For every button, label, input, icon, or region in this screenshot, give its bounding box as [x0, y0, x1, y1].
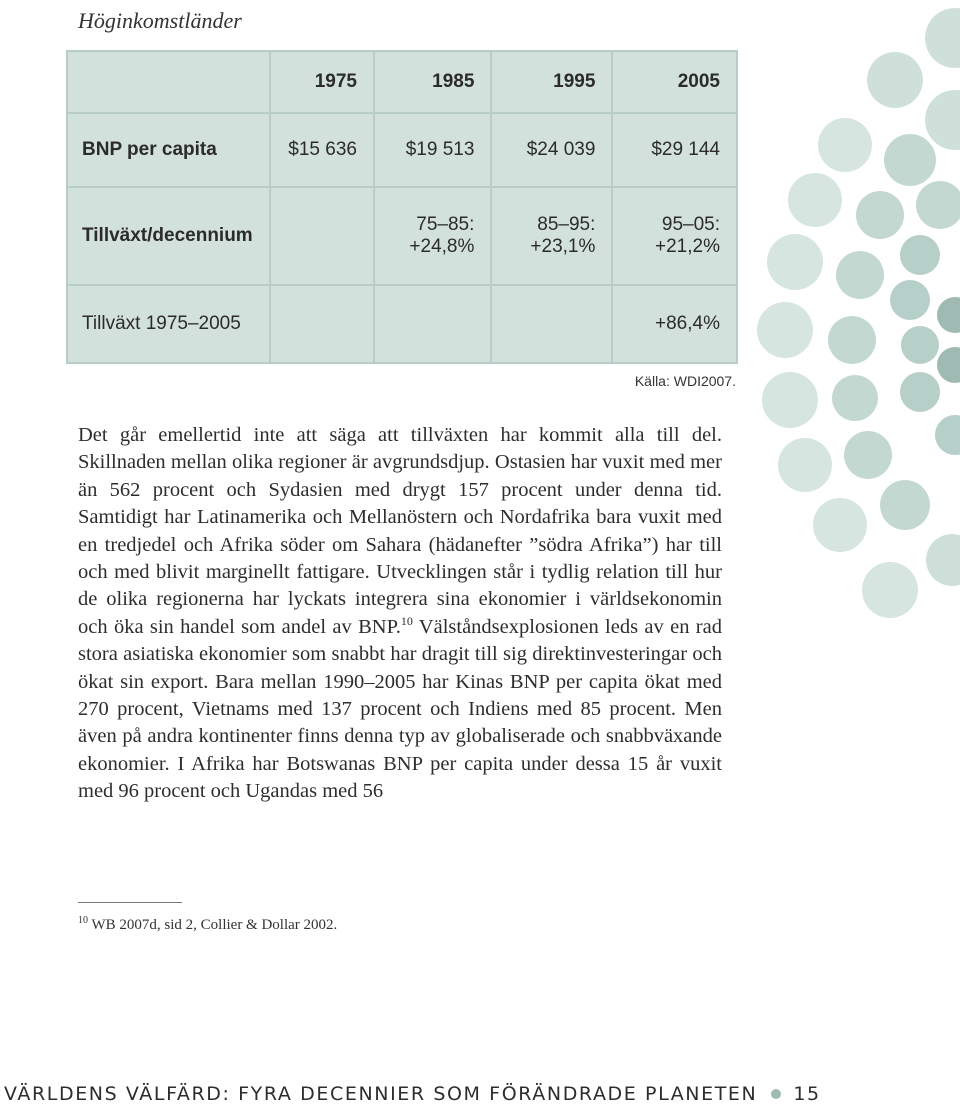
table-row — [67, 285, 737, 363]
table-cell — [491, 285, 612, 363]
table-header-cell: 1995 — [491, 51, 612, 113]
source-note: Källa: WDI2007. — [634, 373, 736, 389]
footer-dot-icon — [771, 1089, 781, 1099]
book-title: VÄRLDENS VÄLFÄRD: FYRA DECENNIER SOM FÖRÄNDRADE PLANETEN — [4, 1083, 758, 1105]
table-cell — [374, 187, 491, 285]
table-row-label: Tillväxt 1975–2005 — [67, 285, 270, 363]
table-cell: $24 039 — [491, 113, 612, 187]
table-cell — [374, 285, 491, 363]
table-cell: $19 513 — [374, 113, 491, 187]
table-cell — [491, 187, 612, 285]
table-header-cell: 2005 — [612, 51, 737, 113]
growth-value: +23,1% — [530, 236, 596, 257]
period-label: 75–85: — [416, 214, 475, 235]
footnote-number: 10 — [78, 915, 88, 926]
table-header-cell — [67, 51, 270, 113]
period-label: 85–95: — [537, 214, 596, 235]
footnote-text: WB 2007d, sid 2, Collier & Dollar 2002. — [91, 917, 338, 933]
table-row-label: Tillväxt/decennium — [67, 187, 270, 285]
body-paragraph — [78, 422, 722, 806]
footnote — [78, 915, 337, 934]
table-row — [67, 113, 737, 187]
growth-value: +21,2% — [655, 236, 720, 257]
table-header-cell: 1975 — [270, 51, 374, 113]
decorative-circle-pattern — [740, 0, 960, 640]
table-cell — [270, 187, 374, 285]
running-footer — [4, 1083, 821, 1105]
table-header-row — [67, 51, 737, 113]
growth-value: +24,8% — [409, 236, 475, 257]
page-number: 15 — [793, 1083, 821, 1105]
period-label: 95–05: — [661, 214, 720, 235]
footnote-reference[interactable]: 10 — [400, 614, 413, 629]
gdp-table — [66, 50, 738, 364]
section-heading: Höginkomstländer — [78, 8, 242, 33]
footnote-divider — [78, 902, 182, 903]
body-text-part: Det går emellertid inte att säga att tillväxten har kommit alla till del. Skillnaden mellan olika regioner är avgrundsdjup. Ostasien har vuxit med mer än 562 procent och Sydasien med drygt 157 procent under denna tid. Samtidigt har Latinamerika och Mellanöstern och Nordafrika bara vuxit med en tredjedel och Afrika söder om Sahara (hädanefter ”södra Afrika”) har till och med blivit marginellt fattigare. Utvecklingen står i tydlig relation till hur de olika regionerna har lyckats integrera sina ekonomier i världsekonomin och öka sin handel som andel av BNP. — [78, 424, 722, 638]
circle-column-outer — [757, 8, 960, 618]
table-cell — [612, 187, 737, 285]
table-row — [67, 187, 737, 285]
table-header-cell: 1985 — [374, 51, 491, 113]
table-cell: $29 144 — [612, 113, 737, 187]
body-text-part: Välståndsexplosionen leds av en rad stora asiatiska ekonomier som snabbt har dragit till sig direktinvesteringar och ökat sin export. Bara mellan 1990–2005 har Kinas BNP per capita ökat med 270 procent, Vietnams med 137 procent och Indiens med 85 procent. Men även på andra kontinenter finns denna typ av globaliserade och snabbväxande ekonomier. I Afrika har Botswanas BNP per capita under dessa 15 år vuxit med 96 procent och Ugandas med 56 — [78, 615, 722, 803]
table-cell: +86,4% — [612, 285, 737, 363]
table-cell: $15 636 — [270, 113, 374, 187]
table-row-label: BNP per capita — [67, 113, 270, 187]
table-cell — [270, 285, 374, 363]
